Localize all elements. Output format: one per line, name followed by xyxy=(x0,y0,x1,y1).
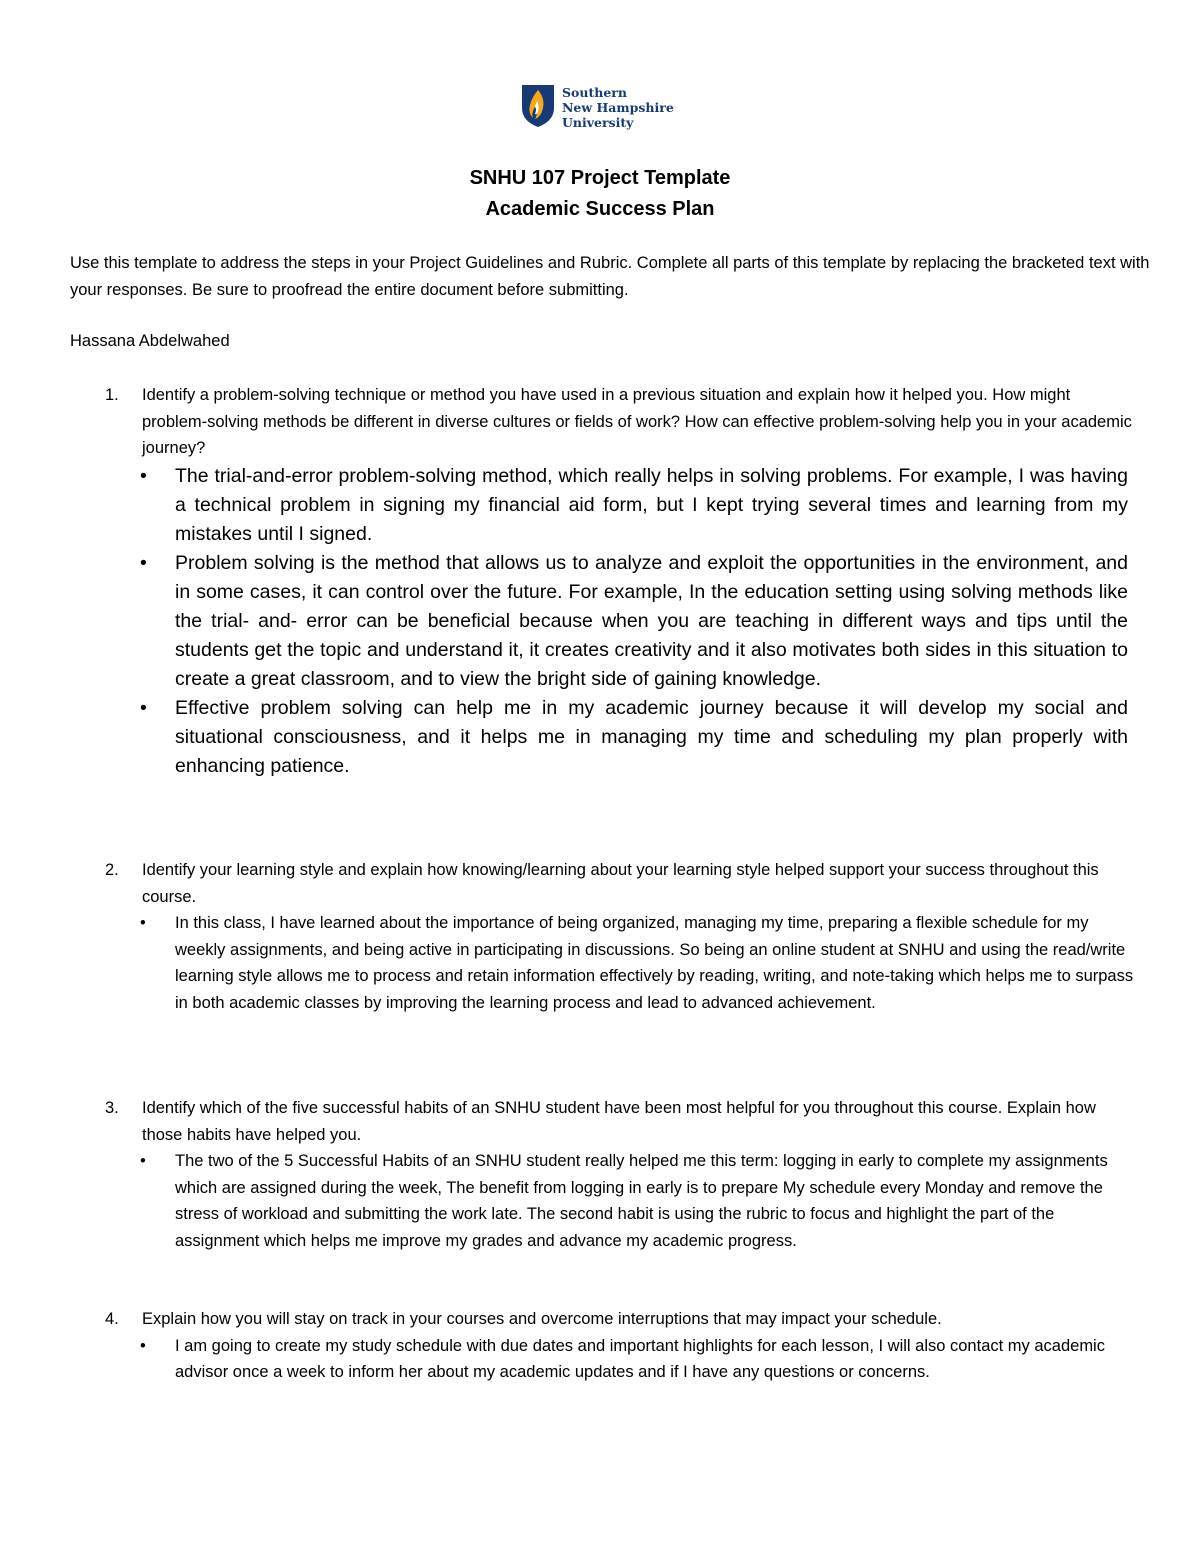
list-item xyxy=(105,549,1128,694)
question-4-prompt xyxy=(105,1306,1135,1333)
answer-text: The trial-and-error problem-solving method, which really helps in solving problems. For example, I was having a technical problem in signing my financial aid form, but I kept trying several times and learning from my mistakes until I signed. xyxy=(175,464,1128,545)
question-2 xyxy=(105,857,1135,1016)
document-title: SNHU 107 Project Template xyxy=(469,167,731,189)
logo-wordmark xyxy=(562,85,674,130)
university-logo xyxy=(521,84,674,130)
question-1 xyxy=(105,382,1135,781)
answer-list xyxy=(105,462,1135,781)
list-item xyxy=(105,694,1128,781)
answer-list xyxy=(105,910,1135,1016)
question-3 xyxy=(105,1095,1135,1254)
bullet-icon: • xyxy=(140,1152,146,1170)
question-4 xyxy=(105,1306,1135,1386)
bullet-icon: • xyxy=(140,696,147,719)
answer-text: In this class, I have learned about the importance of being organized, managing my time, preparing a flexible schedule for my weekly assignments, and being active in participating in discussions. So being an online student at SNHU and using the read/write learning style allows me to process and retain information effectively by reading, writing, and note-taking which helps me to surpass in both academic classes by improving the learning process and lead to advanced achievement. xyxy=(175,914,1134,1012)
question-number: 2. xyxy=(105,861,119,879)
list-item xyxy=(105,910,1135,1016)
logo-line-2: New Hampshire xyxy=(562,100,674,115)
question-1-prompt xyxy=(105,382,1135,462)
bullet-icon: • xyxy=(140,914,146,932)
question-3-prompt xyxy=(105,1095,1135,1148)
bullet-icon: • xyxy=(140,551,147,574)
question-text: Identify your learning style and explain how knowing/learning about your learning style helped support your success throughout this course. xyxy=(142,861,1099,906)
question-number: 3. xyxy=(105,1099,119,1117)
list-item xyxy=(105,1148,1135,1254)
question-text: Explain how you will stay on track in your courses and overcome interruptions that may impact your schedule. xyxy=(142,1310,942,1328)
shield-flame-icon xyxy=(521,84,555,128)
answer-text: Effective problem solving can help me in my academic journey because it will develop my social and situational consciousness, and it helps me in managing my time and scheduling my plan properly with enhancing patience. xyxy=(175,696,1128,777)
list-item xyxy=(105,1333,1135,1386)
question-number: 4. xyxy=(105,1310,119,1328)
intro-paragraph: Use this template to address the steps in your Project Guidelines and Rubric. Complete all parts of this template by replacing the bracketed text with your responses. Be sure to proofread the entire document before submitting. xyxy=(70,254,1150,299)
answer-list xyxy=(105,1333,1135,1386)
logo-line-3: University xyxy=(562,115,634,130)
question-2-prompt xyxy=(105,857,1135,910)
answer-text: The two of the 5 Successful Habits of an SNHU student really helped me this term: logging in early to complete my assignments which are assigned during the week, The benefit from logging in early is to prepare My schedule every Monday and remove the stress of workload and submitting the work late. The second habit is using the rubric to focus and highlight the part of the assignment which helps me improve my grades and advance my academic progress. xyxy=(175,1152,1108,1250)
document-subtitle: Academic Success Plan xyxy=(485,198,715,220)
bullet-icon: • xyxy=(140,1336,146,1355)
answer-list xyxy=(105,1148,1135,1254)
logo-line-1: Southern xyxy=(562,85,627,100)
bullet-icon: • xyxy=(140,464,147,487)
list-item xyxy=(105,462,1128,549)
answer-text: Problem solving is the method that allows us to analyze and exploit the opportunities in the environment, and in some cases, it can control over the future. For example, In the education setting using solving methods like the trial- and- error can be beneficial because when you are teaching in different ways and tips until the students get the topic and understand it, it creates creativity and it also motivates both sides in this situation to create a great classroom, and to view the bright side of gaining knowledge. xyxy=(175,551,1128,690)
author-name: Hassana Abdelwahed xyxy=(70,332,230,350)
question-text: Identify a problem-solving technique or method you have used in a previous situation and explain how it helped you. How might problem-solving methods be different in diverse cultures or fields of work? How can effective problem-solving help you in your academic journey? xyxy=(142,386,1132,457)
answer-text: I am going to create my study schedule with due dates and important highlights for each lesson, I will also contact my academic advisor once a week to inform her about my academic updates and if I have any questions or concerns. xyxy=(175,1336,1105,1381)
question-text: Identify which of the five successful habits of an SNHU student have been most helpful for you throughout this course. Explain how those habits have helped you. xyxy=(142,1099,1096,1144)
question-number: 1. xyxy=(105,386,119,404)
